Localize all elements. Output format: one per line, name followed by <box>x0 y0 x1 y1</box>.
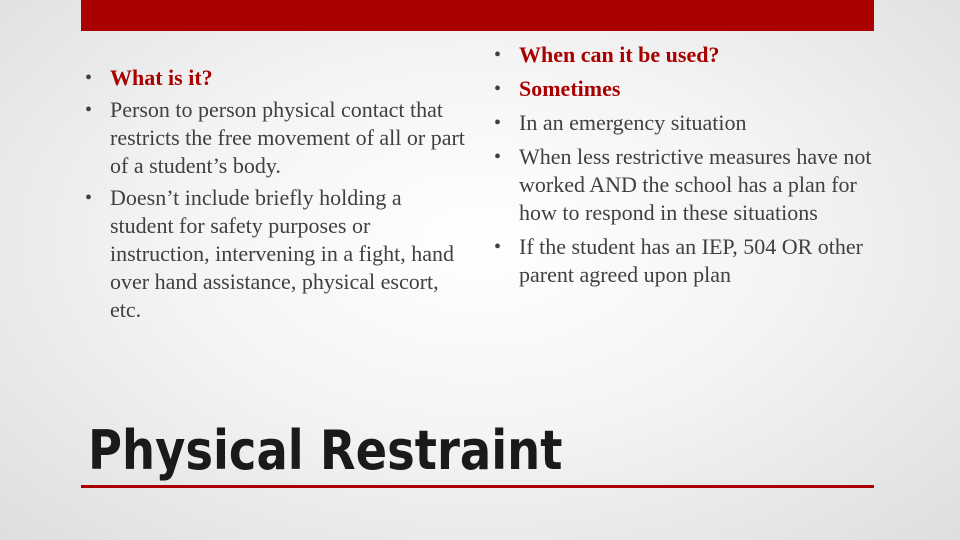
bullet-text: Doesn’t include briefly holding a student for safety purposes or instruction, intervening in a fight, hand over hand assistance, physical escort, etc. <box>110 185 454 322</box>
bullet-item <box>85 184 465 324</box>
bullet-text: When less restrictive measures have not worked AND the school has a plan for how to respond in these situations <box>519 144 872 225</box>
left-bullet-list <box>85 64 465 328</box>
bullet-text: If the student has an IEP, 504 OR other parent agreed upon plan <box>519 234 863 287</box>
bullet-item <box>494 75 879 103</box>
bullet-item <box>494 233 879 289</box>
bullet-text: When can it be used? <box>519 42 720 67</box>
slide-title: Physical Restraint <box>88 419 563 482</box>
bullet-icon: • <box>494 112 502 134</box>
bullet-text: Sometimes <box>519 76 621 101</box>
bullet-item <box>494 41 879 69</box>
bullet-icon: • <box>85 67 93 89</box>
right-bullet-list <box>494 41 879 295</box>
bullet-icon: • <box>494 236 502 258</box>
bullet-item <box>85 96 465 180</box>
bullet-item <box>494 143 879 227</box>
bullet-icon: • <box>85 187 93 209</box>
bullet-icon: • <box>494 44 502 66</box>
top-accent-bar <box>81 0 874 31</box>
bullet-text: In an emergency situation <box>519 110 747 135</box>
bullet-text: Person to person physical contact that restricts the free movement of all or part of a student’s body. <box>110 97 465 178</box>
bullet-icon: • <box>494 146 502 168</box>
bullet-icon: • <box>85 99 93 121</box>
bullet-item <box>494 109 879 137</box>
title-underline <box>81 485 874 488</box>
bullet-text: What is it? <box>110 65 213 90</box>
bullet-item <box>85 64 465 92</box>
bullet-icon: • <box>494 78 502 100</box>
